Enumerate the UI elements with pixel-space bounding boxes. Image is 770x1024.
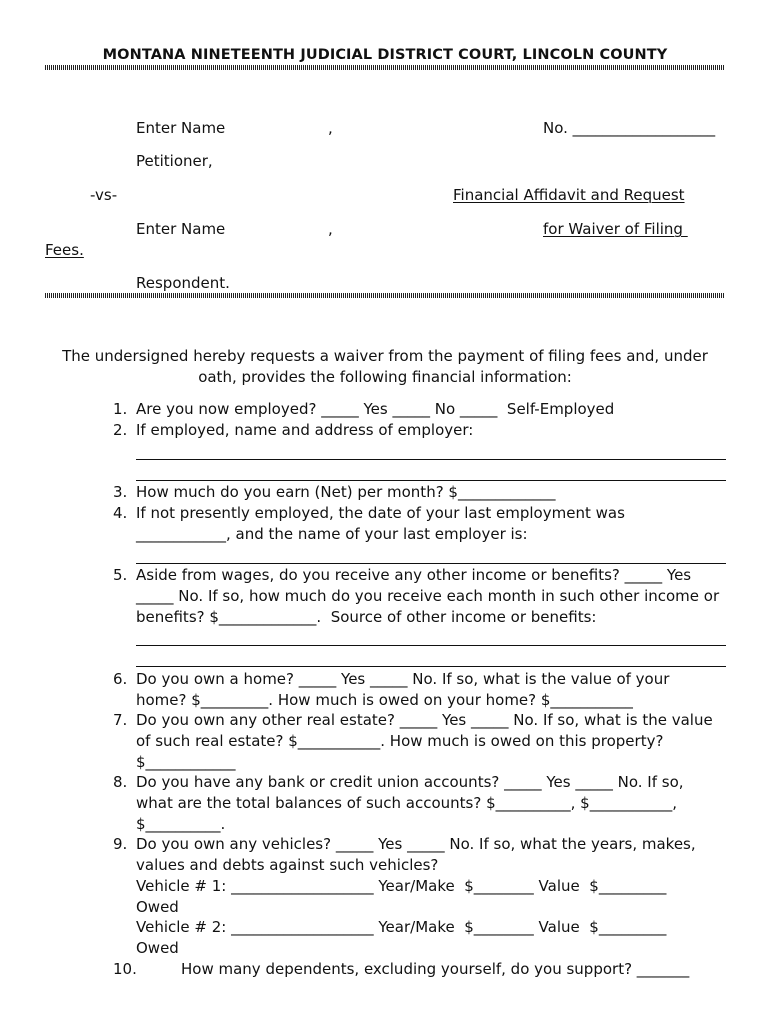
question-number: 9.	[113, 835, 128, 853]
other-income-answer-line[interactable]	[136, 666, 726, 667]
question-2-line: If employed, name and address of employer:	[136, 421, 474, 439]
employer-answer-line[interactable]	[136, 480, 726, 481]
vehicle-2-line: Vehicle # 2: ___________________ Year/Make $________ Value $_________	[136, 918, 667, 936]
document-title-line3: Fees.	[45, 241, 84, 259]
question-7-line: Do you own any other real estate? _____ Yes _____ No. If so, what is the value	[136, 711, 713, 729]
case-number: No. ___________________	[543, 119, 716, 137]
petitioner-name-field[interactable]: Enter Name	[136, 119, 226, 137]
question-number: 8.	[113, 773, 128, 791]
question-number: 6.	[113, 670, 128, 688]
vehicle-2-owed: Owed	[136, 939, 179, 957]
question-1-line: Are you now employed? _____ Yes _____ No _____ Self-Employed	[136, 400, 615, 418]
document-title-line2: for Waiver of Filing	[543, 220, 688, 238]
question-6-line: Do you own a home? _____ Yes _____ No. If so, what is the value of your	[136, 670, 670, 688]
question-number: 1.	[113, 400, 128, 418]
respondent-label: Respondent.	[136, 274, 230, 292]
petitioner-comma: ,	[328, 119, 333, 137]
last-employer-answer-line[interactable]	[136, 563, 726, 564]
respondent-comma: ,	[328, 220, 333, 238]
question-number: 5.	[113, 566, 128, 584]
question-number: 3.	[113, 483, 128, 501]
vehicle-1-line: Vehicle # 1: ___________________ Year/Make $________ Value $_________	[136, 877, 667, 895]
question-number: 7.	[113, 711, 128, 729]
respondent-name-field[interactable]: Enter Name	[136, 220, 226, 238]
question-10-line: How many dependents, excluding yourself, do you support? _______	[181, 960, 690, 978]
question-5-line: _____ No. If so, how much do you receive each month in such other income or	[136, 587, 720, 605]
question-9-line: values and debts against such vehicles?	[136, 856, 439, 874]
question-3-line: How much do you earn (Net) per month? $_____________	[136, 483, 556, 501]
intro-line-1: The undersigned hereby requests a waiver from the payment of filing fees and, under	[62, 347, 708, 365]
vehicle-1-owed: Owed	[136, 898, 179, 916]
question-8-line: $__________.	[136, 815, 226, 833]
question-number: 2.	[113, 421, 128, 439]
other-income-answer-line[interactable]	[136, 645, 726, 646]
court-title: MONTANA NINETEENTH JUDICIAL DISTRICT COURT, LINCOLN COUNTY	[102, 47, 668, 63]
caption-divider	[45, 293, 725, 298]
question-9-line: Do you own any vehicles? _____ Yes _____ No. If so, what the years, makes,	[136, 835, 696, 853]
question-8-line: what are the total balances of such accounts? $__________, $___________,	[136, 794, 677, 812]
versus-label: -vs-	[90, 186, 118, 204]
question-5-line: benefits? $_____________. Source of other income or benefits:	[136, 608, 597, 626]
question-6-line: home? $_________. How much is owed on your home? $___________	[136, 691, 633, 709]
question-4-line: If not presently employed, the date of your last employment was	[136, 504, 625, 522]
question-4-line: ____________, and the name of your last employer is:	[136, 525, 528, 543]
petitioner-label: Petitioner,	[136, 152, 213, 170]
intro-line-2: oath, provides the following financial information:	[198, 368, 572, 386]
question-7-line: of such real estate? $___________. How much is owed on this property?	[136, 732, 664, 750]
question-number: 10.	[113, 960, 137, 978]
employer-answer-line[interactable]	[136, 459, 726, 460]
question-8-line: Do you have any bank or credit union accounts? _____ Yes _____ No. If so,	[136, 773, 684, 791]
document-title-line1: Financial Affidavit and Request	[453, 186, 685, 204]
question-number: 4.	[113, 504, 128, 522]
question-5-line: Aside from wages, do you receive any other income or benefits? _____ Yes	[136, 566, 692, 584]
header-divider	[45, 65, 725, 70]
question-7-line: $____________	[136, 753, 236, 771]
